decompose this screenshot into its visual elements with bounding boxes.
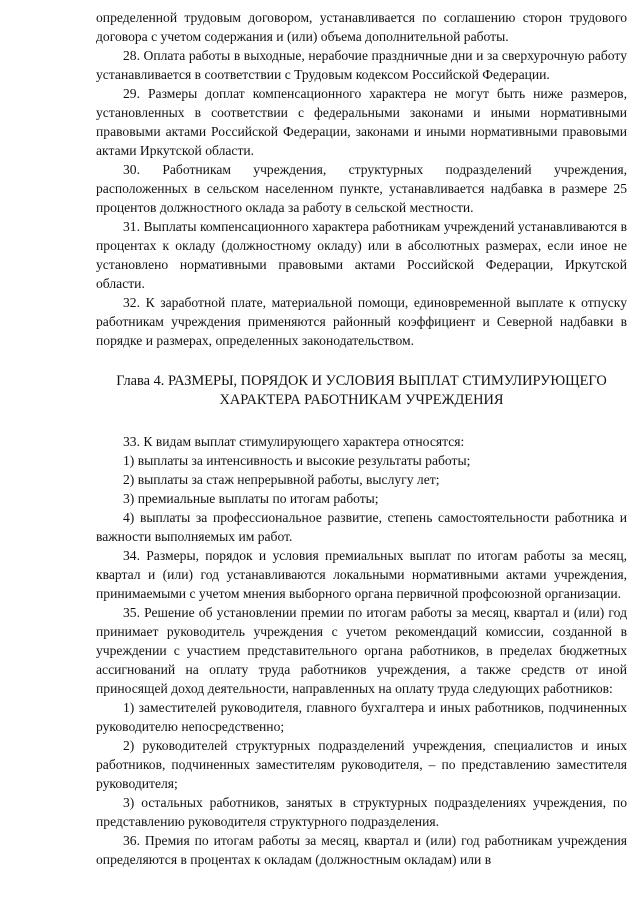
paragraph-30: 30. Работникам учреждения, структурных подразделений учреждения, расположенных в сельском населенном пункте, устанавливается надбавка в размере 25 процентов должностного оклада за работу в сельской местности. [96, 162, 627, 215]
paragraph-36: 36. Премия по итогам работы за месяц, квартал и (или) год работникам учреждения определяются в процентах к окладам (должностным окладам) или в [96, 833, 627, 867]
paragraph-28: 28. Оплата работы в выходные, нерабочие праздничные дни и за сверхурочную работу устанавливается в соответствии с Трудовым кодексом Российской Федерации. [96, 48, 627, 82]
list-item-33-2: 2) выплаты за стаж непрерывной работы, выслугу лет; [123, 472, 440, 487]
paragraph-32: 32. К заработной плате, материальной помощи, единовременной выплате к отпуску работникам учреждения применяются районный коэффициент и Северной надбавки в порядке и размерах, определенных законодательством. [96, 295, 627, 348]
paragraph-29: 29. Размеры доплат компенсационного характера не могут быть ниже размеров, установленных в соответствии с федеральными законами и иными нормативными правовыми актами Российской Федерации, законами и иными нормативными правовыми актами Иркутской области. [96, 86, 627, 158]
list-item-33-3: 3) премиальные выплаты по итогам работы; [123, 491, 379, 506]
chapter-heading [96, 372, 627, 410]
paragraph-33: 33. К видам выплат стимулирующего характера относятся: [123, 434, 465, 449]
list-item-35-1: 1) заместителей руководителя, главного бухгалтера и иных работников, подчиненных руководителю непосредственно; [96, 700, 627, 734]
list-item-35-2: 2) руководителей структурных подразделений учреждения, специалистов и иных работников, подчиненных заместителям руководителя, – по представлению заместителя руководителя; [96, 738, 627, 791]
list-item-33-4: 4) выплаты за профессиональное развитие, степень самостоятельности работника и важности выполняемых им работ. [96, 510, 627, 544]
list-item-35-3: 3) остальных работников, занятых в структурных подразделениях учреждения, по представлению руководителя структурного подразделения. [96, 795, 627, 829]
paragraph-31: 31. Выплаты компенсационного характера работникам учреждений устанавливаются в процентах к окладу (должностному окладу) или в абсолютных размерах, если иное не установлено нормативными правовыми актами Российской Федерации, Иркутской области. [96, 219, 627, 291]
list-item-33-1: 1) выплаты за интенсивность и высокие результаты работы; [123, 453, 471, 468]
chapter-heading-line-2: ХАРАКТЕРА РАБОТНИКАМ УЧРЕЖДЕНИЯ [219, 392, 504, 408]
paragraph-35: 35. Решение об установлении премии по итогам работы за месяц, квартал и (или) год принимает руководитель учреждения с учетом рекомендаций комиссии, созданной в учреждении с участием представительного органа работников, в пределах бюджетных ассигнований на оплату труда работников учреждения, а также средств от иной приносящей доход деятельности, направленных на оплату труда следующих работников: [96, 605, 627, 696]
paragraph-34: 34. Размеры, порядок и условия премиальных выплат по итогам работы за месяц, квартал и (или) год устанавливаются локальными нормативными актами учреждения, принимаемыми с учетом мнения выборного органа первичной профсоюзной организации. [96, 548, 627, 601]
chapter-heading-line-1: Глава 4. РАЗМЕРЫ, ПОРЯДОК И УСЛОВИЯ ВЫПЛАТ СТИМУЛИРУЮЩЕГО [116, 373, 607, 389]
document-body [96, 8, 627, 869]
paragraph-continuation: определенной трудовым договором, устанавливается по соглашению сторон трудового договора с учетом содержания и (или) объема дополнительной работы. [96, 10, 627, 44]
